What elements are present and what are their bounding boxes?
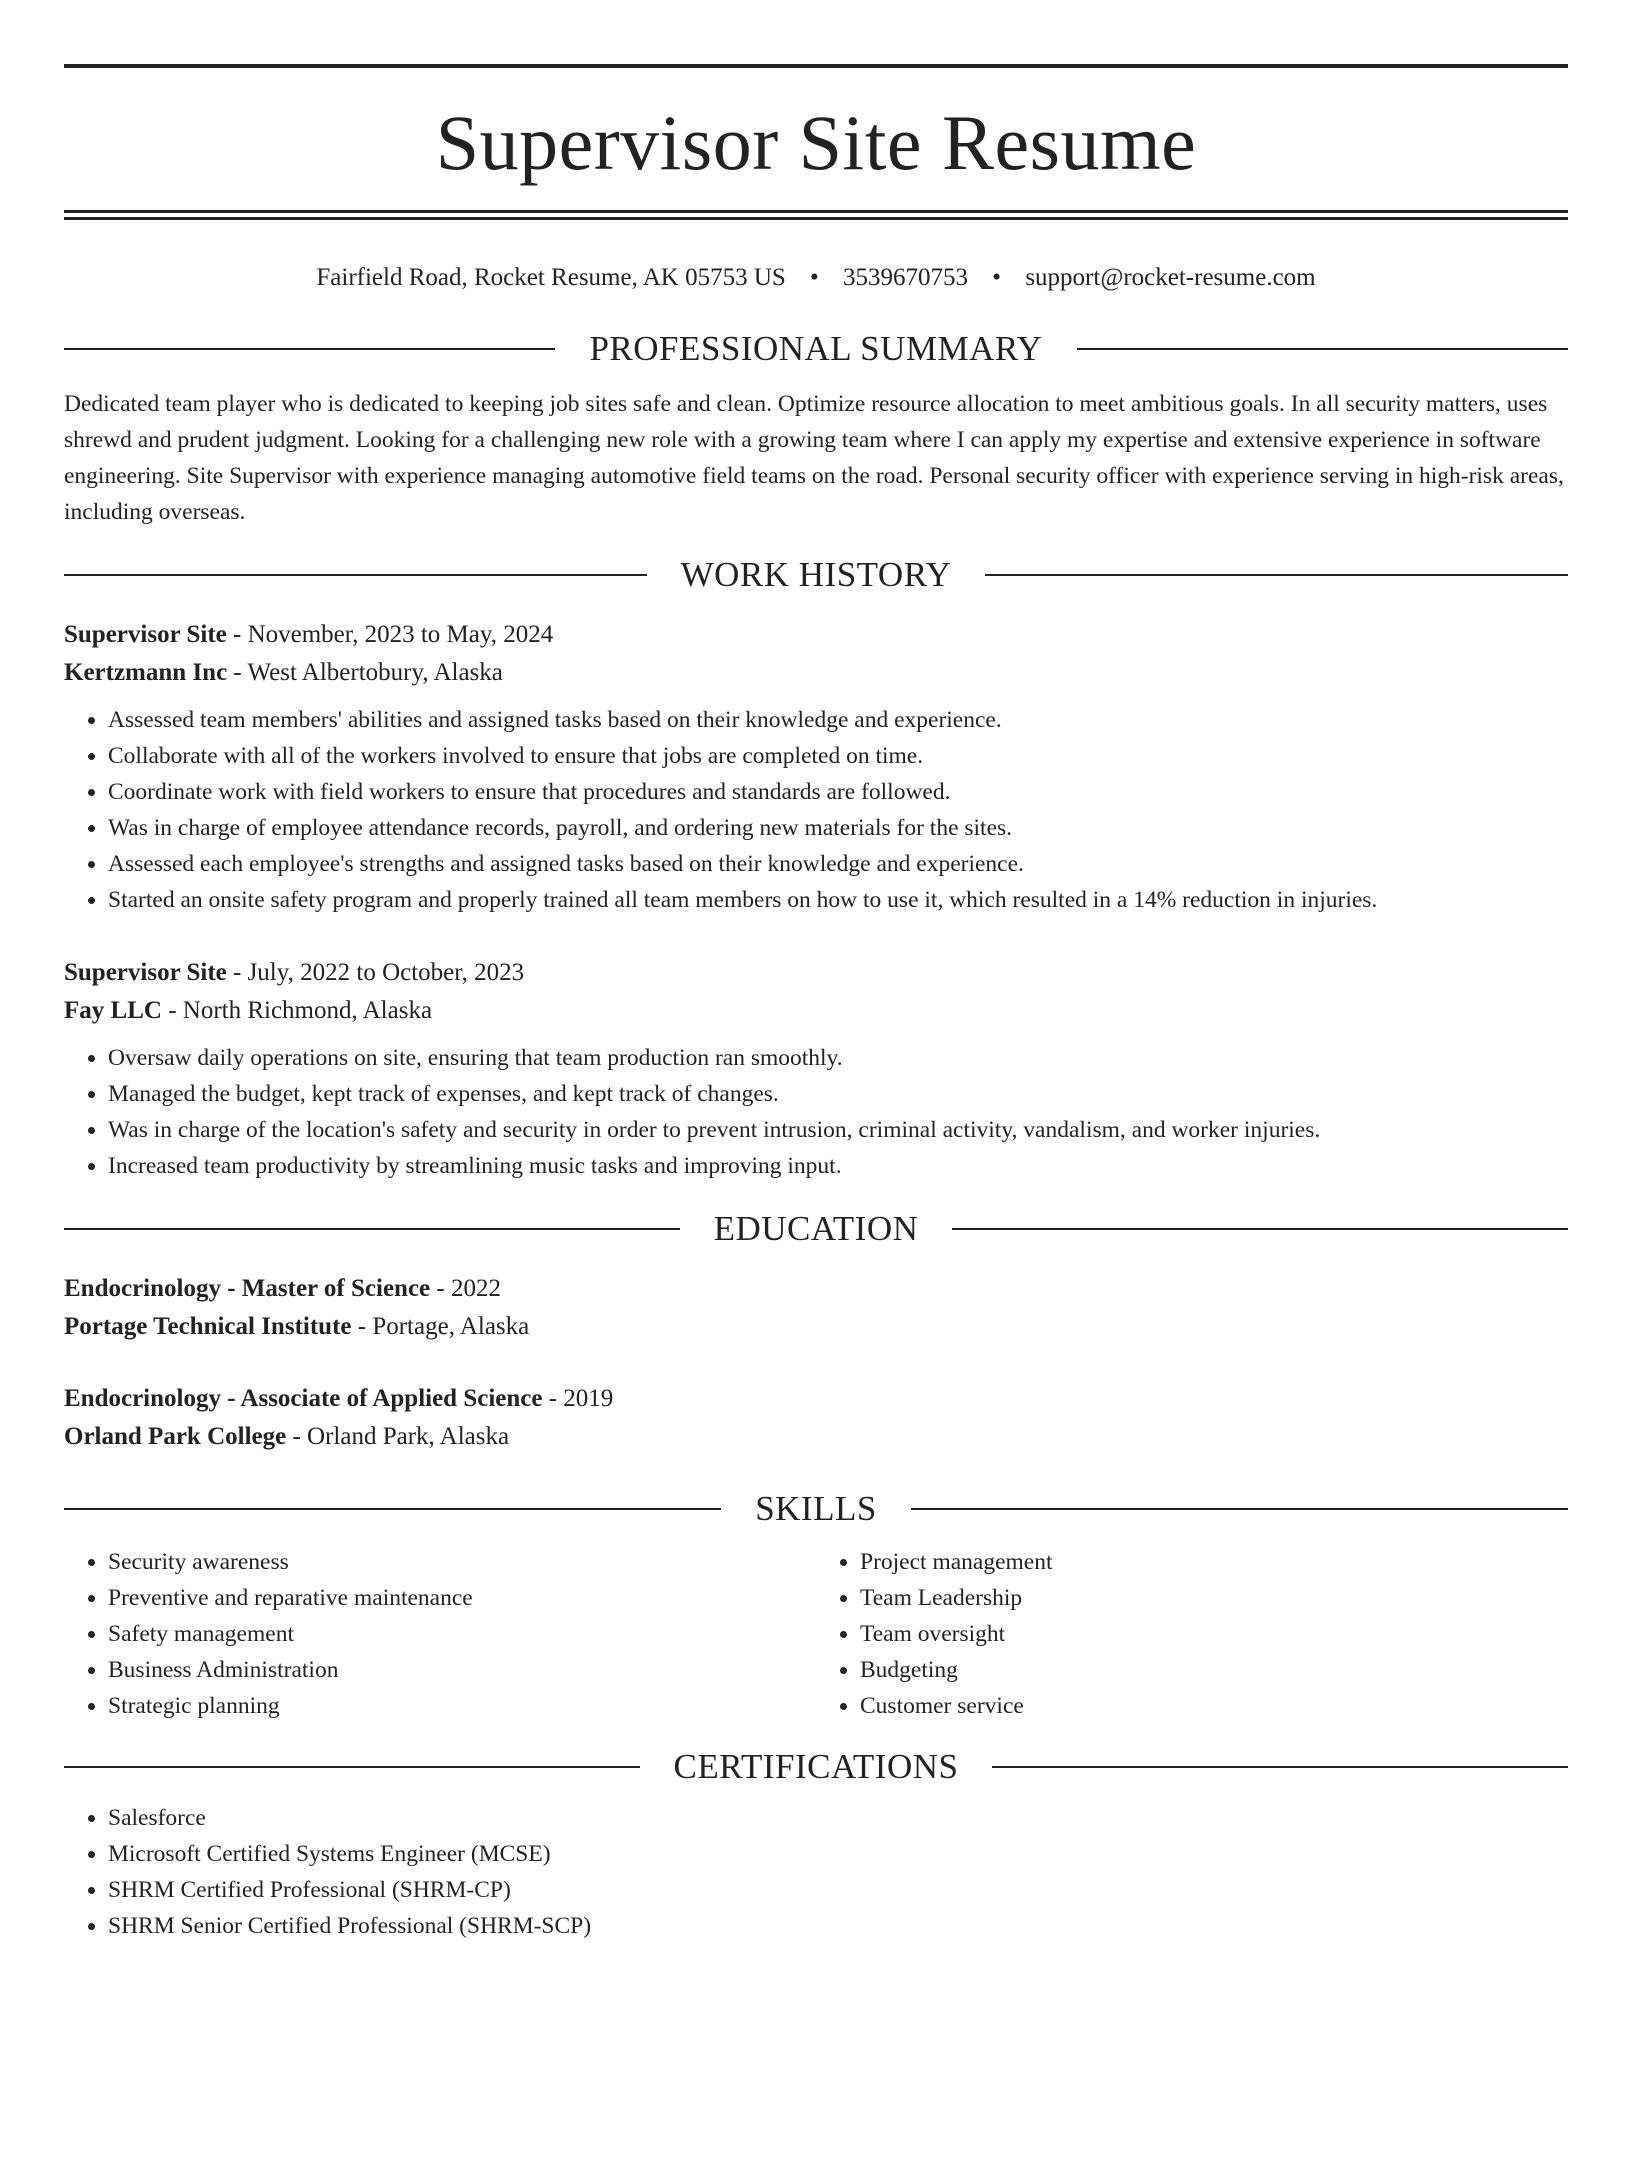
certification-item: • Microsoft Certified Systems Engineer (MCSE): [108, 1836, 1568, 1872]
skill-item: • Business Administration: [108, 1652, 816, 1688]
section-heading-education: [64, 1206, 1568, 1252]
job-title-line: [64, 954, 1568, 992]
job-bullets: [64, 702, 1568, 918]
skill-item: • Strategic planning: [108, 1688, 816, 1724]
contact-separator: •: [810, 264, 819, 291]
section-title: SKILLS: [755, 1489, 877, 1528]
skill-item: • Team Leadership: [860, 1580, 1568, 1616]
job-dates: - July, 2022 to October, 2023: [226, 959, 525, 986]
skill-item: • Budgeting: [860, 1652, 1568, 1688]
job-dates: - November, 2023 to May, 2024: [226, 621, 554, 648]
job-bullet: • Oversaw daily operations on site, ensuring that team production ran smoothly.: [108, 1040, 1568, 1076]
certification-item: • Salesforce: [108, 1800, 1568, 1836]
heading-rule-right: [992, 1766, 1568, 1768]
degree: Endocrinology - Master of Science: [64, 1275, 431, 1302]
job-title: Supervisor Site: [64, 959, 227, 986]
heading-rule-left: [64, 574, 647, 576]
school: Portage Technical Institute: [64, 1313, 352, 1340]
section-title: CERTIFICATIONS: [673, 1747, 959, 1786]
job-bullet: • Collaborate with all of the workers involved to ensure that jobs are completed on time.: [108, 738, 1568, 774]
certification-item: • SHRM Certified Professional (SHRM-CP): [108, 1872, 1568, 1908]
job-bullet: • Assessed each employee's strengths and assigned tasks based on their knowledge and experience.: [108, 846, 1568, 882]
school: Orland Park College: [64, 1423, 287, 1450]
education-entry: [64, 1270, 1568, 1346]
degree-line: [64, 1380, 1568, 1418]
job-location: - North Richmond, Alaska: [161, 997, 433, 1024]
degree: Endocrinology - Associate of Applied Science: [64, 1385, 543, 1412]
contact-address: Fairfield Road, Rocket Resume, AK 05753 US: [316, 264, 786, 291]
school-location: - Orland Park, Alaska: [286, 1423, 510, 1450]
contact-email[interactable]: support@rocket-resume.com: [1025, 264, 1316, 291]
resume-page: [0, 64, 1632, 2176]
job-company-line: [64, 992, 1568, 1030]
section-heading-summary: [64, 326, 1568, 372]
certifications-list: [64, 1800, 1568, 1944]
job-company: Fay LLC: [64, 997, 162, 1024]
skill-item: • Customer service: [860, 1688, 1568, 1724]
heading-rule-right: [911, 1508, 1568, 1510]
job-bullets: [64, 1040, 1568, 1184]
job-bullet: • Started an onsite safety program and properly trained all team members on how to use it, which resulted in a 14% reduction in injuries.: [108, 882, 1568, 918]
job-bullet: • Coordinate work with field workers to ensure that procedures and standards are followed.: [108, 774, 1568, 810]
degree-year: - 2022: [430, 1275, 501, 1302]
skills-left-column: [64, 1544, 816, 1724]
skill-item: • Safety management: [108, 1616, 816, 1652]
school-location: - Portage, Alaska: [351, 1313, 530, 1340]
section-heading-skills: [64, 1486, 1568, 1532]
job-location: - West Albertobury, Alaska: [227, 659, 503, 686]
degree-line: [64, 1270, 1568, 1308]
skill-item: • Security awareness: [108, 1544, 816, 1580]
section-heading-work-history: [64, 552, 1568, 598]
certification-item: • SHRM Senior Certified Professional (SHRM-SCP): [108, 1908, 1568, 1944]
job-bullet: • Managed the budget, kept track of expenses, and kept track of changes.: [108, 1076, 1568, 1112]
skill-item: • Team oversight: [860, 1616, 1568, 1652]
section-title: PROFESSIONAL SUMMARY: [589, 329, 1043, 368]
title-double-rule: [64, 210, 1568, 220]
job-entry: [64, 954, 1568, 1184]
section-heading-certifications: [64, 1744, 1568, 1790]
job-title: Supervisor Site: [64, 621, 227, 648]
contact-line: [64, 258, 1568, 298]
skill-item: • Project management: [860, 1544, 1568, 1580]
job-bullet: • Assessed team members' abilities and assigned tasks based on their knowledge and experience.: [108, 702, 1568, 738]
job-title-line: [64, 616, 1568, 654]
school-line: [64, 1418, 1568, 1456]
skills-columns: [64, 1544, 1568, 1724]
degree-year: - 2019: [542, 1385, 614, 1412]
job-company: Kertzmann Inc: [64, 659, 228, 686]
education-entry: [64, 1380, 1568, 1456]
summary-text: Dedicated team player who is dedicated to keeping job sites safe and clean. Optimize resource allocation to meet ambitious goals. In all security matters, uses shrewd and prudent judgment. Looking for a challenging new role with a growing team where I can apply my expertise and extensive experience in software engineering. Site Supervisor with experience managing automotive field teams on the road. Personal security officer with experience serving in high-risk areas, including overseas.: [64, 391, 1564, 525]
contact-phone[interactable]: 3539670753: [843, 264, 969, 291]
job-entry: [64, 616, 1568, 918]
heading-rule-right: [985, 574, 1568, 576]
section-title: WORK HISTORY: [680, 555, 952, 594]
job-company-line: [64, 654, 1568, 692]
skills-right-column: [816, 1544, 1568, 1724]
heading-rule-left: [64, 348, 555, 350]
heading-rule-left: [64, 1228, 680, 1230]
heading-rule-right: [952, 1228, 1568, 1230]
skill-item: • Preventive and reparative maintenance: [108, 1580, 816, 1616]
section-title: EDUCATION: [713, 1209, 919, 1248]
job-bullet: • Increased team productivity by streamlining music tasks and improving input.: [108, 1148, 1568, 1184]
top-rule: [64, 64, 1568, 68]
job-bullet: • Was in charge of employee attendance records, payroll, and ordering new materials for the sites.: [108, 810, 1568, 846]
contact-separator: •: [992, 264, 1002, 291]
heading-rule-left: [64, 1766, 640, 1768]
heading-rule-right: [1077, 348, 1568, 350]
resume-title: Supervisor Site Resume: [435, 99, 1197, 186]
job-bullet: • Was in charge of the location's safety and security in order to prevent intrusion, criminal activity, vandalism, and worker injuries.: [108, 1112, 1568, 1148]
heading-rule-left: [64, 1508, 721, 1510]
school-line: [64, 1308, 1568, 1346]
